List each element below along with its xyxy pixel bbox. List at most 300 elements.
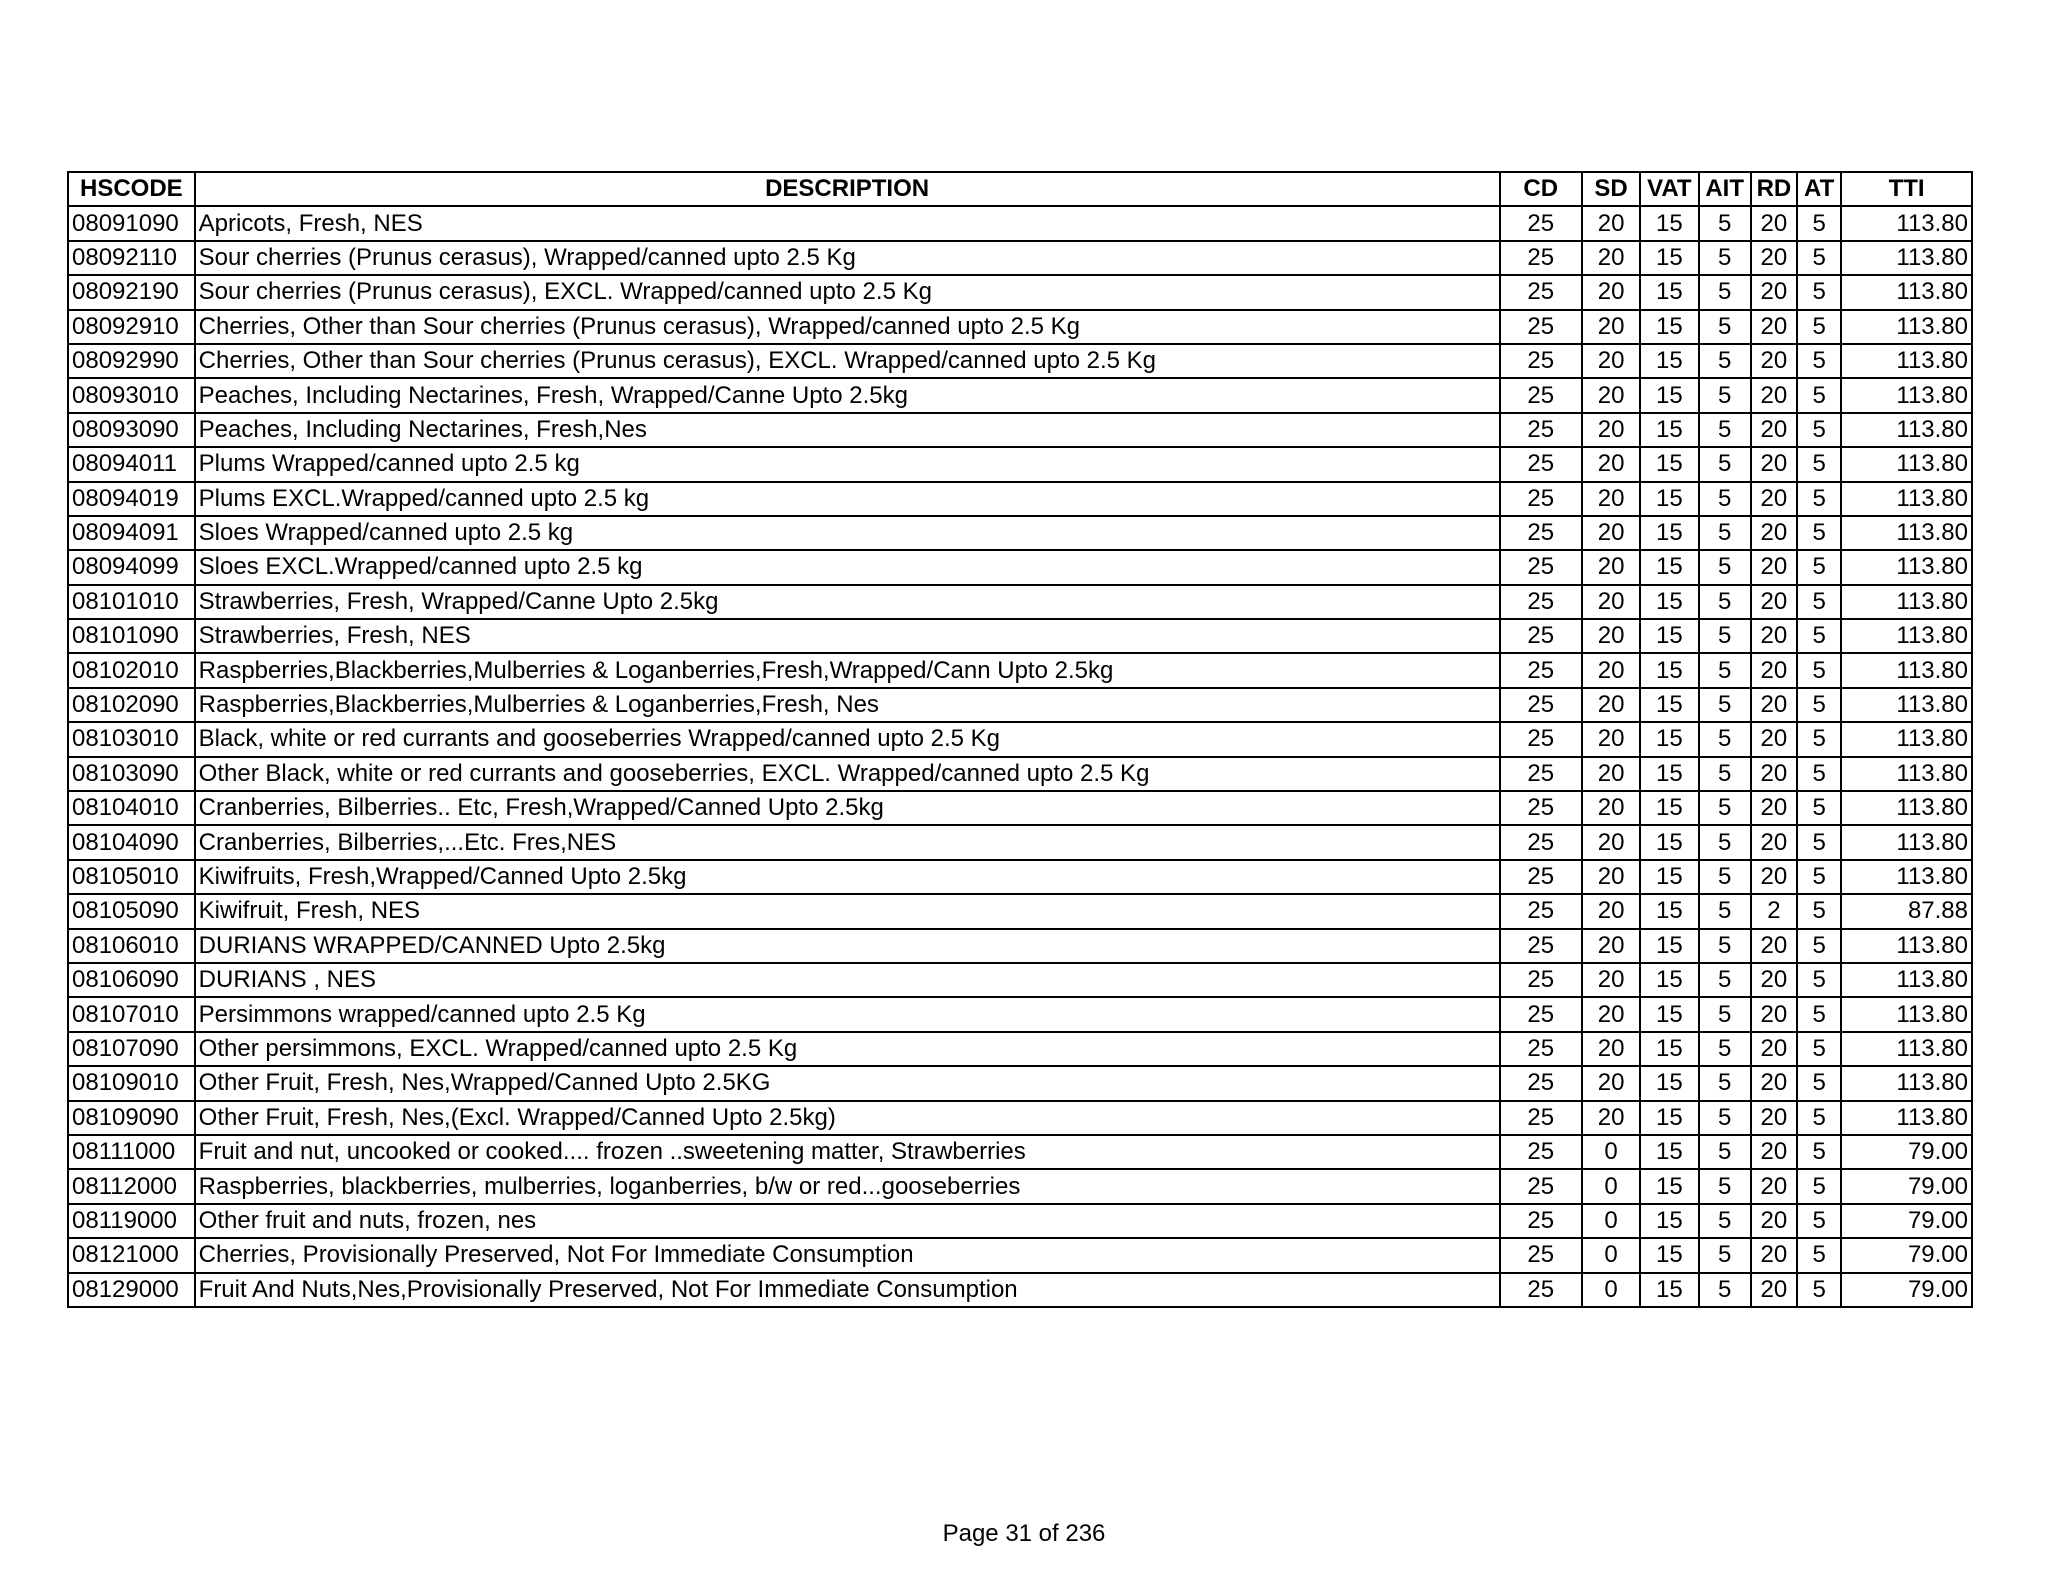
cell-sd: 20 xyxy=(1582,825,1640,859)
cell-cd: 25 xyxy=(1500,516,1582,550)
cell-at: 5 xyxy=(1797,757,1841,791)
cell-rd: 20 xyxy=(1751,1204,1797,1238)
cell-description: Sour cherries (Prunus cerasus), Wrapped/canned upto 2.5 Kg xyxy=(195,241,1500,275)
cell-tti: 113.80 xyxy=(1841,206,1972,240)
cell-vat: 15 xyxy=(1640,585,1698,619)
cell-vat: 15 xyxy=(1640,688,1698,722)
cell-ait: 5 xyxy=(1699,619,1751,653)
cell-sd: 20 xyxy=(1582,516,1640,550)
cell-description: Peaches, Including Nectarines, Fresh,Nes xyxy=(195,413,1500,447)
cell-cd: 25 xyxy=(1500,619,1582,653)
cell-description: Plums Wrapped/canned upto 2.5 kg xyxy=(195,447,1500,481)
cell-cd: 25 xyxy=(1500,413,1582,447)
cell-tti: 113.80 xyxy=(1841,929,1972,963)
cell-cd: 25 xyxy=(1500,206,1582,240)
cell-tti: 113.80 xyxy=(1841,447,1972,481)
cell-description: Persimmons wrapped/canned upto 2.5 Kg xyxy=(195,997,1500,1031)
cell-description: Other Fruit, Fresh, Nes,Wrapped/Canned Upto 2.5KG xyxy=(195,1066,1500,1100)
cell-sd: 20 xyxy=(1582,413,1640,447)
cell-ait: 5 xyxy=(1699,653,1751,687)
cell-description: Other fruit and nuts, frozen, nes xyxy=(195,1204,1500,1238)
cell-description: Fruit and nut, uncooked or cooked.... frozen ..sweetening matter, Strawberries xyxy=(195,1135,1500,1169)
cell-vat: 15 xyxy=(1640,482,1698,516)
table-row xyxy=(68,963,1972,997)
cell-description: Sloes EXCL.Wrapped/canned upto 2.5 kg xyxy=(195,550,1500,584)
cell-rd: 20 xyxy=(1751,447,1797,481)
cell-cd: 25 xyxy=(1500,860,1582,894)
cell-sd: 20 xyxy=(1582,585,1640,619)
cell-rd: 20 xyxy=(1751,516,1797,550)
cell-vat: 15 xyxy=(1640,275,1698,309)
cell-tti: 113.80 xyxy=(1841,516,1972,550)
cell-cd: 25 xyxy=(1500,1101,1582,1135)
cell-vat: 15 xyxy=(1640,447,1698,481)
cell-cd: 25 xyxy=(1500,894,1582,928)
cell-at: 5 xyxy=(1797,1032,1841,1066)
cell-cd: 25 xyxy=(1500,757,1582,791)
cell-sd: 20 xyxy=(1582,997,1640,1031)
cell-description: Cherries, Other than Sour cherries (Prunus cerasus), Wrapped/canned upto 2.5 Kg xyxy=(195,310,1500,344)
cell-vat: 15 xyxy=(1640,653,1698,687)
cell-tti: 113.80 xyxy=(1841,757,1972,791)
cell-hscode: 08105090 xyxy=(68,894,195,928)
cell-at: 5 xyxy=(1797,275,1841,309)
table-row xyxy=(68,825,1972,859)
table-row xyxy=(68,997,1972,1031)
cell-tti: 113.80 xyxy=(1841,1066,1972,1100)
header-ait: AIT xyxy=(1699,172,1751,206)
cell-hscode: 08092990 xyxy=(68,344,195,378)
table-row xyxy=(68,241,1972,275)
cell-sd: 20 xyxy=(1582,447,1640,481)
cell-sd: 20 xyxy=(1582,619,1640,653)
cell-ait: 5 xyxy=(1699,378,1751,412)
cell-cd: 25 xyxy=(1500,310,1582,344)
cell-at: 5 xyxy=(1797,929,1841,963)
cell-at: 5 xyxy=(1797,482,1841,516)
cell-ait: 5 xyxy=(1699,206,1751,240)
cell-tti: 79.00 xyxy=(1841,1273,1972,1307)
header-at: AT xyxy=(1797,172,1841,206)
cell-cd: 25 xyxy=(1500,825,1582,859)
cell-vat: 15 xyxy=(1640,894,1698,928)
cell-vat: 15 xyxy=(1640,550,1698,584)
cell-description: Apricots, Fresh, NES xyxy=(195,206,1500,240)
cell-tti: 113.80 xyxy=(1841,688,1972,722)
cell-tti: 113.80 xyxy=(1841,1032,1972,1066)
cell-at: 5 xyxy=(1797,585,1841,619)
cell-description: Kiwifruits, Fresh,Wrapped/Canned Upto 2.5kg xyxy=(195,860,1500,894)
cell-at: 5 xyxy=(1797,516,1841,550)
cell-vat: 15 xyxy=(1640,722,1698,756)
cell-rd: 20 xyxy=(1751,310,1797,344)
cell-tti: 113.80 xyxy=(1841,1101,1972,1135)
cell-at: 5 xyxy=(1797,1169,1841,1203)
cell-hscode: 08093090 xyxy=(68,413,195,447)
cell-description: Cranberries, Bilberries.. Etc, Fresh,Wrapped/Canned Upto 2.5kg xyxy=(195,791,1500,825)
cell-sd: 20 xyxy=(1582,722,1640,756)
cell-sd: 20 xyxy=(1582,894,1640,928)
cell-cd: 25 xyxy=(1500,1273,1582,1307)
cell-vat: 15 xyxy=(1640,1135,1698,1169)
table-row xyxy=(68,860,1972,894)
cell-sd: 20 xyxy=(1582,1066,1640,1100)
cell-sd: 0 xyxy=(1582,1135,1640,1169)
cell-ait: 5 xyxy=(1699,825,1751,859)
tariff-table xyxy=(67,171,1973,1308)
cell-hscode: 08106090 xyxy=(68,963,195,997)
cell-cd: 25 xyxy=(1500,275,1582,309)
cell-rd: 20 xyxy=(1751,1135,1797,1169)
cell-ait: 5 xyxy=(1699,1032,1751,1066)
cell-at: 5 xyxy=(1797,241,1841,275)
cell-hscode: 08105010 xyxy=(68,860,195,894)
cell-vat: 15 xyxy=(1640,963,1698,997)
cell-sd: 20 xyxy=(1582,653,1640,687)
cell-ait: 5 xyxy=(1699,550,1751,584)
table-row xyxy=(68,1135,1972,1169)
cell-at: 5 xyxy=(1797,206,1841,240)
cell-sd: 20 xyxy=(1582,310,1640,344)
header-hscode: HSCODE xyxy=(68,172,195,206)
table-row xyxy=(68,413,1972,447)
table-header-row xyxy=(68,172,1972,206)
table-row xyxy=(68,585,1972,619)
cell-hscode: 08104090 xyxy=(68,825,195,859)
cell-cd: 25 xyxy=(1500,791,1582,825)
cell-description: Cherries, Provisionally Preserved, Not For Immediate Consumption xyxy=(195,1238,1500,1272)
cell-rd: 20 xyxy=(1751,378,1797,412)
cell-tti: 79.00 xyxy=(1841,1204,1972,1238)
cell-hscode: 08094019 xyxy=(68,482,195,516)
cell-rd: 20 xyxy=(1751,929,1797,963)
cell-at: 5 xyxy=(1797,1101,1841,1135)
cell-hscode: 08102090 xyxy=(68,688,195,722)
cell-hscode: 08101010 xyxy=(68,585,195,619)
cell-rd: 20 xyxy=(1751,1066,1797,1100)
cell-hscode: 08101090 xyxy=(68,619,195,653)
table-row xyxy=(68,929,1972,963)
cell-description: Strawberries, Fresh, NES xyxy=(195,619,1500,653)
cell-at: 5 xyxy=(1797,619,1841,653)
cell-at: 5 xyxy=(1797,688,1841,722)
cell-vat: 15 xyxy=(1640,1238,1698,1272)
cell-hscode: 08106010 xyxy=(68,929,195,963)
header-cd: CD xyxy=(1500,172,1582,206)
cell-at: 5 xyxy=(1797,1066,1841,1100)
cell-rd: 20 xyxy=(1751,688,1797,722)
cell-ait: 5 xyxy=(1699,516,1751,550)
cell-hscode: 08129000 xyxy=(68,1273,195,1307)
table-row xyxy=(68,206,1972,240)
cell-vat: 15 xyxy=(1640,997,1698,1031)
cell-sd: 0 xyxy=(1582,1204,1640,1238)
cell-vat: 15 xyxy=(1640,206,1698,240)
cell-tti: 113.80 xyxy=(1841,860,1972,894)
cell-cd: 25 xyxy=(1500,241,1582,275)
cell-cd: 25 xyxy=(1500,722,1582,756)
table-row xyxy=(68,275,1972,309)
cell-cd: 25 xyxy=(1500,1204,1582,1238)
cell-tti: 79.00 xyxy=(1841,1238,1972,1272)
header-description: DESCRIPTION xyxy=(195,172,1500,206)
cell-description: Plums EXCL.Wrapped/canned upto 2.5 kg xyxy=(195,482,1500,516)
cell-tti: 113.80 xyxy=(1841,344,1972,378)
cell-cd: 25 xyxy=(1500,688,1582,722)
cell-sd: 20 xyxy=(1582,241,1640,275)
cell-at: 5 xyxy=(1797,653,1841,687)
cell-ait: 5 xyxy=(1699,241,1751,275)
cell-cd: 25 xyxy=(1500,1169,1582,1203)
cell-sd: 20 xyxy=(1582,482,1640,516)
cell-at: 5 xyxy=(1797,825,1841,859)
table-row xyxy=(68,344,1972,378)
cell-tti: 113.80 xyxy=(1841,378,1972,412)
cell-hscode: 08111000 xyxy=(68,1135,195,1169)
cell-description: Other persimmons, EXCL. Wrapped/canned upto 2.5 Kg xyxy=(195,1032,1500,1066)
cell-ait: 5 xyxy=(1699,894,1751,928)
cell-hscode: 08104010 xyxy=(68,791,195,825)
cell-sd: 20 xyxy=(1582,344,1640,378)
cell-sd: 20 xyxy=(1582,1032,1640,1066)
cell-ait: 5 xyxy=(1699,1204,1751,1238)
cell-hscode: 08119000 xyxy=(68,1204,195,1238)
cell-at: 5 xyxy=(1797,1204,1841,1238)
cell-tti: 87.88 xyxy=(1841,894,1972,928)
cell-rd: 20 xyxy=(1751,413,1797,447)
cell-hscode: 08103010 xyxy=(68,722,195,756)
cell-description: Raspberries,Blackberries,Mulberries & Loganberries,Fresh, Nes xyxy=(195,688,1500,722)
cell-sd: 20 xyxy=(1582,378,1640,412)
cell-vat: 15 xyxy=(1640,1032,1698,1066)
cell-vat: 15 xyxy=(1640,1169,1698,1203)
table-row xyxy=(68,310,1972,344)
table-row xyxy=(68,1032,1972,1066)
cell-vat: 15 xyxy=(1640,413,1698,447)
table-row xyxy=(68,757,1972,791)
cell-rd: 20 xyxy=(1751,344,1797,378)
cell-at: 5 xyxy=(1797,344,1841,378)
table-row xyxy=(68,1204,1972,1238)
cell-sd: 0 xyxy=(1582,1273,1640,1307)
cell-tti: 113.80 xyxy=(1841,997,1972,1031)
page-number: Page 31 of 236 xyxy=(942,1520,1106,1547)
cell-cd: 25 xyxy=(1500,1032,1582,1066)
table-row xyxy=(68,516,1972,550)
cell-ait: 5 xyxy=(1699,344,1751,378)
cell-at: 5 xyxy=(1797,378,1841,412)
cell-cd: 25 xyxy=(1500,378,1582,412)
table-row xyxy=(68,1101,1972,1135)
cell-tti: 113.80 xyxy=(1841,241,1972,275)
cell-cd: 25 xyxy=(1500,344,1582,378)
cell-hscode: 08102010 xyxy=(68,653,195,687)
table-row xyxy=(68,1169,1972,1203)
cell-rd: 20 xyxy=(1751,1273,1797,1307)
cell-sd: 20 xyxy=(1582,929,1640,963)
cell-at: 5 xyxy=(1797,550,1841,584)
table-row xyxy=(68,1238,1972,1272)
table-row xyxy=(68,482,1972,516)
cell-rd: 20 xyxy=(1751,653,1797,687)
cell-ait: 5 xyxy=(1699,1169,1751,1203)
cell-ait: 5 xyxy=(1699,1066,1751,1100)
cell-tti: 113.80 xyxy=(1841,550,1972,584)
table-row xyxy=(68,722,1972,756)
cell-description: Peaches, Including Nectarines, Fresh, Wrapped/Canne Upto 2.5kg xyxy=(195,378,1500,412)
cell-description: Other Black, white or red currants and gooseberries, EXCL. Wrapped/canned upto 2.5 Kg xyxy=(195,757,1500,791)
cell-hscode: 08091090 xyxy=(68,206,195,240)
cell-sd: 20 xyxy=(1582,963,1640,997)
cell-hscode: 08092110 xyxy=(68,241,195,275)
cell-description: Raspberries,Blackberries,Mulberries & Loganberries,Fresh,Wrapped/Cann Upto 2.5kg xyxy=(195,653,1500,687)
cell-vat: 15 xyxy=(1640,241,1698,275)
cell-rd: 20 xyxy=(1751,757,1797,791)
cell-sd: 20 xyxy=(1582,275,1640,309)
cell-vat: 15 xyxy=(1640,344,1698,378)
cell-ait: 5 xyxy=(1699,1101,1751,1135)
cell-vat: 15 xyxy=(1640,619,1698,653)
cell-rd: 20 xyxy=(1751,791,1797,825)
cell-at: 5 xyxy=(1797,1135,1841,1169)
cell-hscode: 08092910 xyxy=(68,310,195,344)
cell-sd: 20 xyxy=(1582,206,1640,240)
cell-tti: 113.80 xyxy=(1841,482,1972,516)
cell-ait: 5 xyxy=(1699,963,1751,997)
cell-cd: 25 xyxy=(1500,1066,1582,1100)
tariff-table-body xyxy=(68,206,1972,1307)
cell-vat: 15 xyxy=(1640,516,1698,550)
cell-rd: 20 xyxy=(1751,963,1797,997)
cell-ait: 5 xyxy=(1699,929,1751,963)
cell-cd: 25 xyxy=(1500,929,1582,963)
cell-cd: 25 xyxy=(1500,482,1582,516)
cell-cd: 25 xyxy=(1500,997,1582,1031)
cell-ait: 5 xyxy=(1699,482,1751,516)
cell-rd: 20 xyxy=(1751,206,1797,240)
cell-rd: 20 xyxy=(1751,482,1797,516)
table-row xyxy=(68,447,1972,481)
cell-rd: 20 xyxy=(1751,275,1797,309)
cell-tti: 79.00 xyxy=(1841,1135,1972,1169)
cell-ait: 5 xyxy=(1699,1238,1751,1272)
cell-cd: 25 xyxy=(1500,1238,1582,1272)
cell-sd: 20 xyxy=(1582,688,1640,722)
cell-hscode: 08094091 xyxy=(68,516,195,550)
cell-vat: 15 xyxy=(1640,1204,1698,1238)
cell-rd: 20 xyxy=(1751,619,1797,653)
cell-ait: 5 xyxy=(1699,1273,1751,1307)
cell-cd: 25 xyxy=(1500,1135,1582,1169)
cell-vat: 15 xyxy=(1640,1066,1698,1100)
cell-at: 5 xyxy=(1797,997,1841,1031)
table-row xyxy=(68,1273,1972,1307)
cell-tti: 113.80 xyxy=(1841,619,1972,653)
cell-ait: 5 xyxy=(1699,310,1751,344)
cell-cd: 25 xyxy=(1500,550,1582,584)
table-row xyxy=(68,550,1972,584)
cell-rd: 20 xyxy=(1751,722,1797,756)
cell-ait: 5 xyxy=(1699,722,1751,756)
header-sd: SD xyxy=(1582,172,1640,206)
cell-description: Other Fruit, Fresh, Nes,(Excl. Wrapped/Canned Upto 2.5kg) xyxy=(195,1101,1500,1135)
cell-at: 5 xyxy=(1797,447,1841,481)
cell-hscode: 08094099 xyxy=(68,550,195,584)
cell-tti: 113.80 xyxy=(1841,275,1972,309)
table-row xyxy=(68,1066,1972,1100)
cell-rd: 20 xyxy=(1751,1032,1797,1066)
cell-hscode: 08094011 xyxy=(68,447,195,481)
cell-cd: 25 xyxy=(1500,963,1582,997)
table-row xyxy=(68,791,1972,825)
cell-tti: 113.80 xyxy=(1841,653,1972,687)
cell-sd: 20 xyxy=(1582,757,1640,791)
cell-cd: 25 xyxy=(1500,653,1582,687)
cell-ait: 5 xyxy=(1699,275,1751,309)
cell-at: 5 xyxy=(1797,413,1841,447)
cell-vat: 15 xyxy=(1640,757,1698,791)
cell-tti: 113.80 xyxy=(1841,963,1972,997)
cell-rd: 20 xyxy=(1751,550,1797,584)
table-row xyxy=(68,894,1972,928)
header-rd: RD xyxy=(1751,172,1797,206)
cell-vat: 15 xyxy=(1640,791,1698,825)
cell-at: 5 xyxy=(1797,1273,1841,1307)
cell-hscode: 08107090 xyxy=(68,1032,195,1066)
cell-vat: 15 xyxy=(1640,310,1698,344)
cell-cd: 25 xyxy=(1500,585,1582,619)
cell-ait: 5 xyxy=(1699,757,1751,791)
cell-at: 5 xyxy=(1797,791,1841,825)
cell-rd: 20 xyxy=(1751,241,1797,275)
cell-ait: 5 xyxy=(1699,860,1751,894)
cell-description: Sloes Wrapped/canned upto 2.5 kg xyxy=(195,516,1500,550)
cell-at: 5 xyxy=(1797,1238,1841,1272)
cell-ait: 5 xyxy=(1699,585,1751,619)
cell-sd: 20 xyxy=(1582,860,1640,894)
cell-rd: 20 xyxy=(1751,825,1797,859)
cell-rd: 20 xyxy=(1751,1238,1797,1272)
cell-description: Fruit And Nuts,Nes,Provisionally Preserved, Not For Immediate Consumption xyxy=(195,1273,1500,1307)
cell-description: Kiwifruit, Fresh, NES xyxy=(195,894,1500,928)
cell-rd: 2 xyxy=(1751,894,1797,928)
cell-tti: 113.80 xyxy=(1841,791,1972,825)
cell-description: Raspberries, blackberries, mulberries, loganberries, b/w or red...gooseberries xyxy=(195,1169,1500,1203)
cell-description: Cranberries, Bilberries,...Etc. Fres,NES xyxy=(195,825,1500,859)
cell-at: 5 xyxy=(1797,894,1841,928)
cell-ait: 5 xyxy=(1699,791,1751,825)
table-row xyxy=(68,653,1972,687)
cell-vat: 15 xyxy=(1640,378,1698,412)
cell-vat: 15 xyxy=(1640,929,1698,963)
cell-tti: 113.80 xyxy=(1841,310,1972,344)
cell-vat: 15 xyxy=(1640,825,1698,859)
cell-ait: 5 xyxy=(1699,447,1751,481)
cell-sd: 0 xyxy=(1582,1238,1640,1272)
cell-ait: 5 xyxy=(1699,997,1751,1031)
cell-ait: 5 xyxy=(1699,688,1751,722)
cell-hscode: 08109010 xyxy=(68,1066,195,1100)
cell-sd: 20 xyxy=(1582,550,1640,584)
table-row xyxy=(68,378,1972,412)
cell-tti: 113.80 xyxy=(1841,825,1972,859)
cell-tti: 113.80 xyxy=(1841,413,1972,447)
table-row xyxy=(68,619,1972,653)
cell-sd: 20 xyxy=(1582,791,1640,825)
header-vat: VAT xyxy=(1640,172,1698,206)
cell-ait: 5 xyxy=(1699,413,1751,447)
cell-hscode: 08107010 xyxy=(68,997,195,1031)
